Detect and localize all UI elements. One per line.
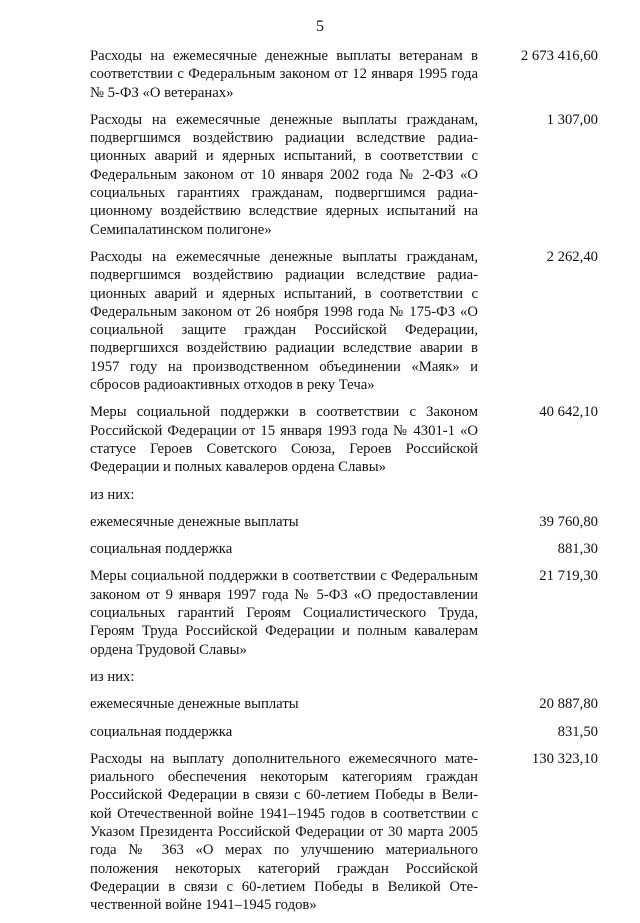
row-note: из них: (90, 486, 135, 503)
table-row (90, 750, 598, 915)
budget-table (90, 47, 598, 923)
table-row-note (90, 668, 598, 686)
row-note: из них: (90, 668, 135, 685)
row-amount: 881,30 (557, 541, 598, 558)
table-row (90, 47, 598, 102)
table-row (90, 540, 598, 558)
table-row (90, 248, 598, 394)
table-row (90, 513, 598, 531)
row-description: Расходы на ежемесячные денежные выплаты гражданам, подвергшимся воздействию радиации вследствие радиационных аварий и ядерных испытаний, в соответствии с Федеральным законом от 10 января 2002 года № 2-ФЗ «О социальных гарантиях гражданам, подвергшимся радиационному воздействию вследствие ядерных испытаний на Семипалатинском полигоне» (90, 111, 478, 238)
row-description: социальная поддержка (90, 541, 233, 558)
row-description: социальная поддержка (90, 723, 233, 740)
table-row (90, 567, 598, 658)
table-row (90, 111, 598, 239)
row-amount: 1 307,00 (546, 111, 598, 128)
table-row-note (90, 486, 598, 504)
row-description: Расходы на выплату дополнительного ежемесячного материального обеспечения некоторым категориям граждан Российской Федерации в связи с 60-летием Победы в Великой Отечественной войне 1941–1945 годов в соответствии с Указом Президента Российской Федерации от 30 марта 2005 года № 363 «О мерах по улучшению материального положения некоторых категорий граждан Российской Федерации в связи с 60-летием Победы в Великой Отечественной войне 1941–1945 годов» (90, 750, 478, 914)
page-number: 5 (316, 18, 324, 35)
row-description: Меры социальной поддержки в соответствии с Федеральным законом от 9 января 1997 года № 5-ФЗ «О предоставлении социальных гарантий Героям Социалистического Труда, Героям Труда Российской Федерации и полным кавалерам ордена Трудовой Славы» (90, 568, 478, 658)
row-description: Меры социальной поддержки в соответствии с Законом Российской Федерации от 15 января 1993 года № 4301-1 «О статусе Героев Советского Союза, Героев Российской Федерации и полных кавалеров ордена Славы» (90, 404, 478, 476)
row-amount: 20 887,80 (539, 696, 598, 713)
row-amount: 130 323,10 (531, 750, 598, 767)
row-description: ежемесячные денежные выплаты (90, 513, 299, 530)
row-description: ежемесячные денежные выплаты (90, 696, 299, 713)
row-amount: 21 719,30 (539, 568, 598, 585)
row-description: Расходы на ежемесячные денежные выплаты ветеранам в соответствии с Федеральным законом от 12 января 1995 года № 5-ФЗ «О ветеранах» (90, 48, 478, 101)
row-amount: 40 642,10 (539, 404, 598, 421)
row-amount: 831,50 (557, 723, 598, 740)
row-amount: 39 760,80 (539, 513, 598, 530)
table-row (90, 403, 598, 476)
row-description: Расходы на ежемесячные денежные выплаты гражданам, подвергшимся воздействию радиации вследствие радиационных аварий и ядерных испытаний, в соответствии с Федеральным законом от 26 ноября 1998 года № 175-ФЗ «О социальной защите граждан Российской Федерации, подвергшихся воздействию радиации вследствие аварии в 1957 году на производственном объединении «Маяк» и сбросов радиоактивных отходов в реку Теча» (90, 248, 478, 394)
table-row (90, 695, 598, 713)
row-amount: 2 673 416,60 (520, 48, 598, 64)
row-amount: 2 262,40 (546, 248, 598, 265)
table-row (90, 723, 598, 741)
